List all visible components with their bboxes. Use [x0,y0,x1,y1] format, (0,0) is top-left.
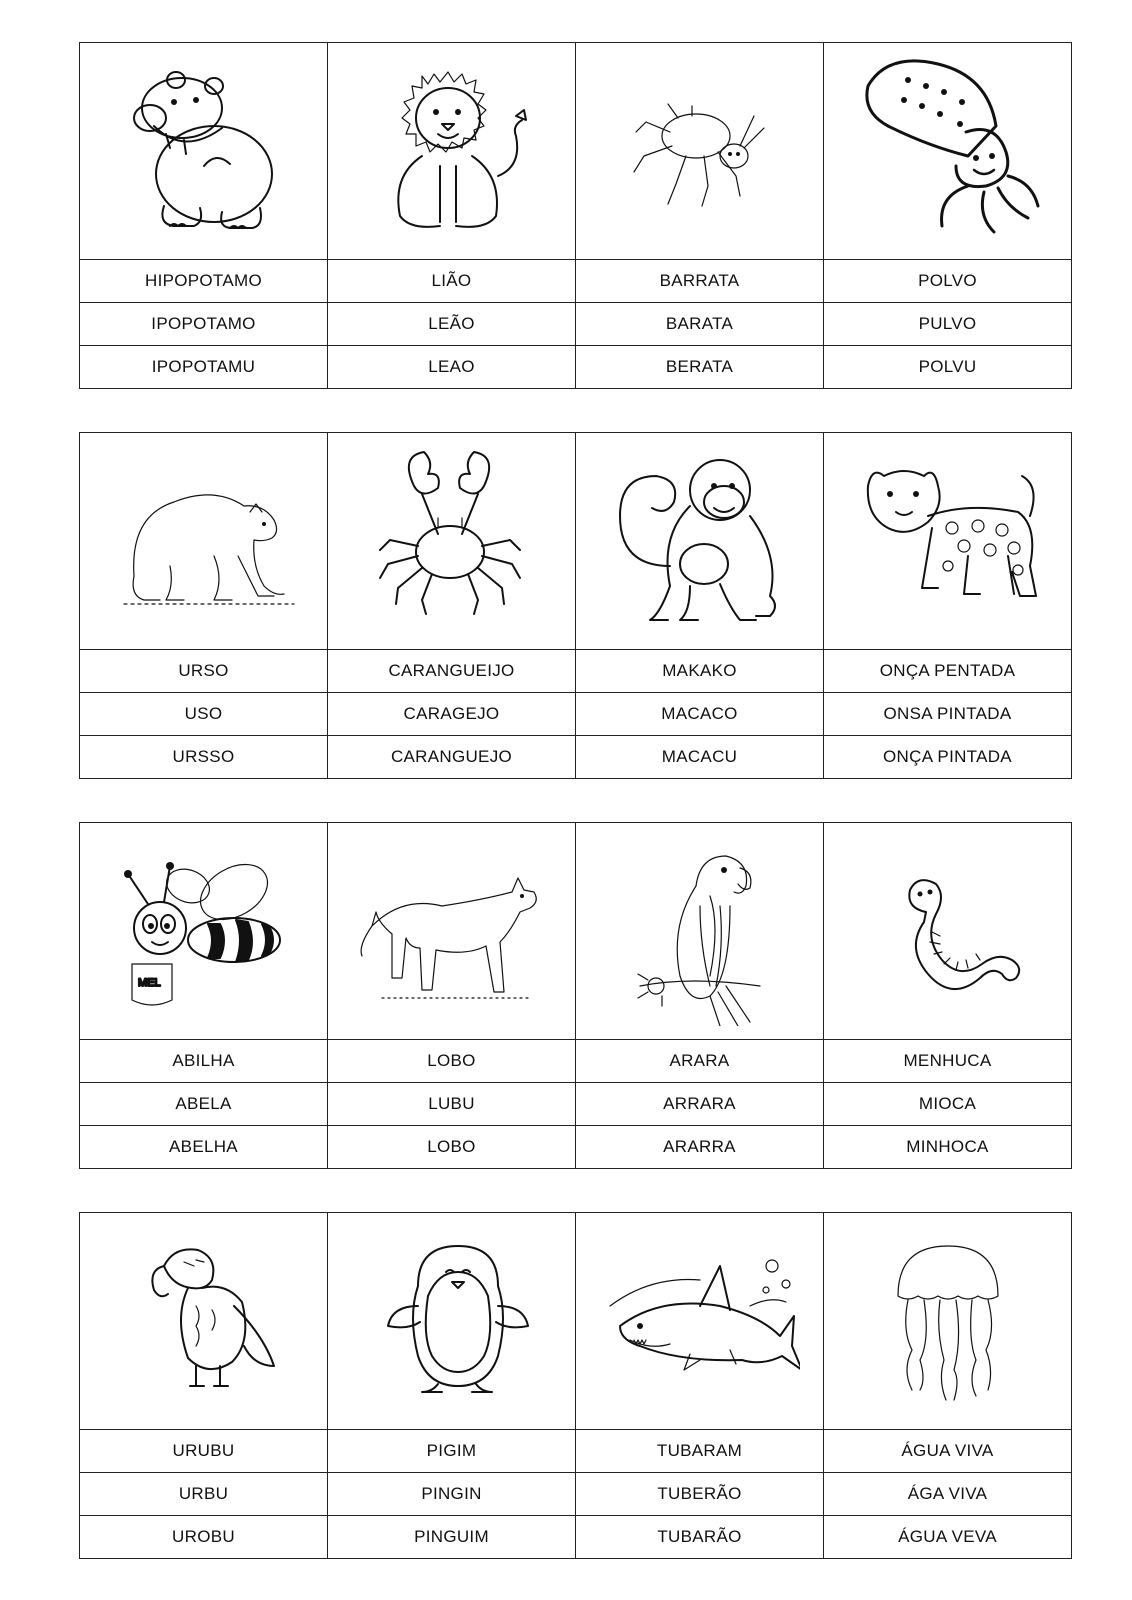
word-option[interactable]: IPOPOTAMU [80,346,328,389]
word-option[interactable]: TUBARAM [576,1430,824,1473]
image-cell [824,43,1072,260]
macaw-icon [600,836,800,1026]
word-option[interactable]: MINHOCA [824,1126,1072,1169]
word-option[interactable]: URSO [80,650,328,693]
cockroach-icon [600,56,800,246]
bee-icon [104,836,304,1026]
word-option[interactable]: CARANGUEIJO [328,650,576,693]
word-option[interactable]: PINGUIM [328,1516,576,1559]
monkey-icon [600,446,800,636]
image-cell [80,823,328,1040]
word-option[interactable]: PIGIM [328,1430,576,1473]
octopus-icon [848,56,1048,246]
jellyfish-icon [848,1226,1048,1416]
vulture-icon [104,1226,304,1416]
word-option[interactable]: USO [80,693,328,736]
word-option[interactable]: ONÇA PENTADA [824,650,1072,693]
word-option[interactable]: ÁGA VIVA [824,1473,1072,1516]
word-option[interactable]: PULVO [824,303,1072,346]
word-option[interactable]: POLVO [824,260,1072,303]
image-cell [824,1213,1072,1430]
image-cell [576,43,824,260]
word-option[interactable]: TUBERÃO [576,1473,824,1516]
jaguar-icon [848,446,1048,636]
image-cell [576,1213,824,1430]
hippo-icon [104,56,304,246]
word-option[interactable]: UROBU [80,1516,328,1559]
lion-icon [352,56,552,246]
word-option[interactable]: CARAGEJO [328,693,576,736]
image-cell [576,433,824,650]
word-option[interactable]: LUBU [328,1083,576,1126]
word-option[interactable]: ÁGUA VEVA [824,1516,1072,1559]
word-option[interactable]: BARRATA [576,260,824,303]
word-option[interactable]: MACACU [576,736,824,779]
animal-block-3 [79,822,1072,1169]
image-cell [80,433,328,650]
word-option[interactable]: ABILHA [80,1040,328,1083]
word-option[interactable]: LEÃO [328,303,576,346]
image-cell [80,43,328,260]
word-option[interactable]: URSSO [80,736,328,779]
penguin-icon [352,1226,552,1416]
image-cell [80,1213,328,1430]
word-option[interactable]: PINGIN [328,1473,576,1516]
shark-icon [600,1226,800,1416]
word-option[interactable]: URBU [80,1473,328,1516]
image-cell [576,823,824,1040]
word-option[interactable]: LEAO [328,346,576,389]
animal-block-1 [79,42,1072,389]
word-option[interactable]: ONSA PINTADA [824,693,1072,736]
word-option[interactable]: BARATA [576,303,824,346]
word-option[interactable]: MENHUCA [824,1040,1072,1083]
image-cell [328,433,576,650]
word-option[interactable]: MIOCA [824,1083,1072,1126]
wolf-icon [352,836,552,1026]
word-option[interactable]: HIPOPOTAMO [80,260,328,303]
word-option[interactable]: ÁGUA VIVA [824,1430,1072,1473]
word-option[interactable]: MACACO [576,693,824,736]
image-cell [328,1213,576,1430]
bear-icon [104,446,304,636]
crab-icon [352,446,552,636]
word-option[interactable]: URUBU [80,1430,328,1473]
word-option[interactable]: BERATA [576,346,824,389]
honey-pot-label: MEL [137,977,161,989]
word-option[interactable]: POLVU [824,346,1072,389]
word-option[interactable]: IPOPOTAMO [80,303,328,346]
worm-icon [848,836,1048,1026]
word-option[interactable]: ONÇA PINTADA [824,736,1072,779]
word-option[interactable]: LIÃO [328,260,576,303]
animal-block-4 [79,1212,1072,1559]
word-option[interactable]: ARRARA [576,1083,824,1126]
word-option[interactable]: TUBARÃO [576,1516,824,1559]
word-option[interactable]: MAKAKO [576,650,824,693]
animal-block-2 [79,432,1072,779]
word-option[interactable]: ARARRA [576,1126,824,1169]
word-option[interactable]: ABELHA [80,1126,328,1169]
word-option[interactable]: LOBO [328,1040,576,1083]
image-cell [328,43,576,260]
word-option[interactable]: ABELA [80,1083,328,1126]
image-cell [824,823,1072,1040]
word-option[interactable]: LOBO [328,1126,576,1169]
word-option[interactable]: CARANGUEJO [328,736,576,779]
word-option[interactable]: ARARA [576,1040,824,1083]
image-cell [328,823,576,1040]
image-cell [824,433,1072,650]
